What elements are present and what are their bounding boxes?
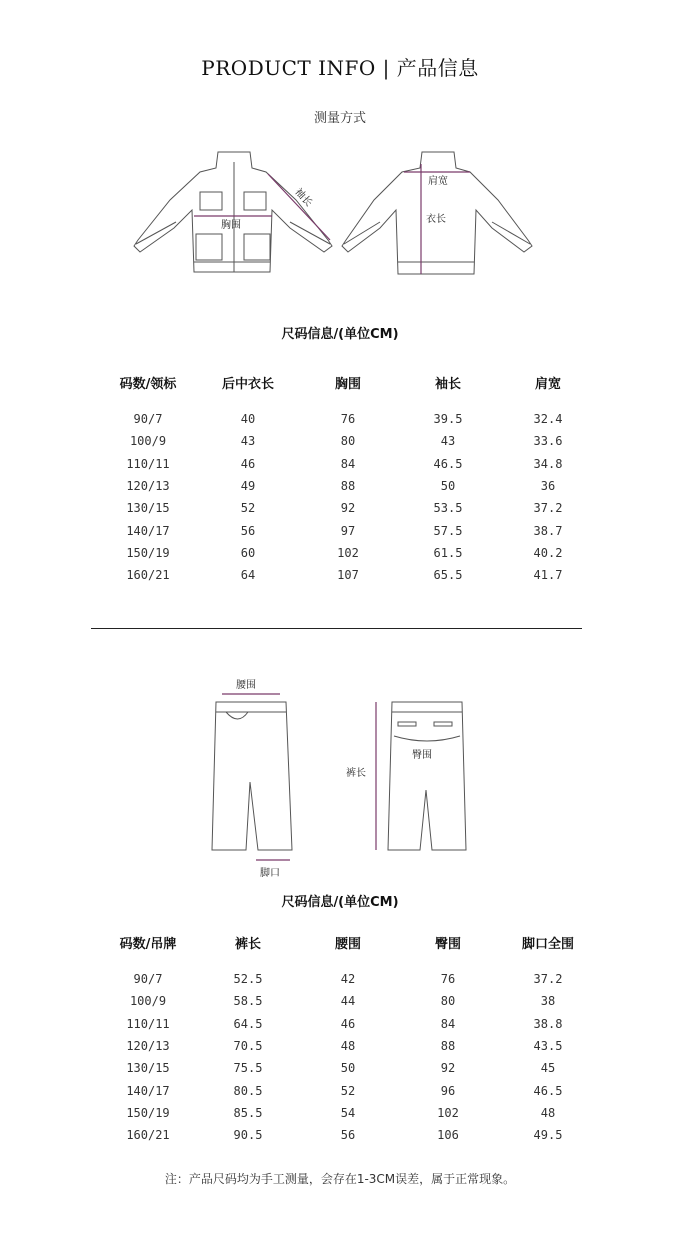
table-cell: 38.8 bbox=[533, 1016, 563, 1031]
table-cell: 34.8 bbox=[533, 456, 563, 471]
table-cell: 40.2 bbox=[533, 545, 563, 560]
table-cell: 130/15 bbox=[126, 501, 170, 516]
table-cell: 61.5 bbox=[433, 545, 463, 560]
footer-note: 注：产品尺码均为手工测量，会存在1-3CM误差，属于正常现象。 bbox=[164, 1172, 516, 1186]
column-header: 码数/领标 bbox=[119, 376, 177, 392]
table-cell: 38.7 bbox=[533, 523, 563, 538]
table-cell: 110/11 bbox=[126, 456, 170, 471]
table-cell: 85.5 bbox=[233, 1105, 263, 1120]
table-cell: 120/13 bbox=[126, 479, 170, 494]
table-cell: 110/11 bbox=[126, 1016, 170, 1031]
column-header: 肩宽 bbox=[534, 376, 561, 392]
table-cell: 70.5 bbox=[233, 1039, 263, 1054]
pants-measurement-diagram bbox=[0, 670, 680, 880]
table-row bbox=[98, 1057, 598, 1079]
table-cell: 160/21 bbox=[126, 568, 170, 583]
table-cell: 90/7 bbox=[133, 972, 163, 987]
table-cell: 56 bbox=[240, 523, 256, 538]
bottom-size-table bbox=[98, 928, 598, 1146]
table-cell: 80.5 bbox=[233, 1083, 263, 1098]
table-row bbox=[98, 519, 598, 541]
table-cell: 64 bbox=[240, 568, 256, 583]
measure-method-title: 测量方式 bbox=[313, 111, 366, 126]
table-cell: 150/19 bbox=[126, 545, 170, 560]
table-cell: 48 bbox=[340, 1039, 356, 1054]
table-row bbox=[98, 542, 598, 564]
table-cell: 50 bbox=[340, 1061, 356, 1076]
pants-length-label: 裤长 bbox=[346, 768, 366, 779]
table-cell: 92 bbox=[440, 1061, 456, 1076]
table-cell: 76 bbox=[340, 412, 356, 427]
table-row bbox=[98, 430, 598, 452]
table-row bbox=[98, 1035, 598, 1057]
table-cell: 80 bbox=[340, 434, 356, 449]
table-cell: 160/21 bbox=[126, 1128, 170, 1143]
waist-label: 腰围 bbox=[236, 680, 256, 691]
table-cell: 53.5 bbox=[433, 501, 463, 516]
hem-label: 脚口 bbox=[260, 868, 280, 879]
table-cell: 102 bbox=[437, 1105, 459, 1120]
column-header: 腰围 bbox=[334, 936, 361, 952]
table-cell: 88 bbox=[440, 1039, 456, 1054]
table-cell: 43.5 bbox=[533, 1039, 563, 1054]
table-cell: 57.5 bbox=[433, 523, 463, 538]
table-cell: 120/13 bbox=[126, 1039, 170, 1054]
table-cell: 46.5 bbox=[533, 1083, 563, 1098]
table-cell: 52.5 bbox=[233, 972, 263, 987]
table-cell: 54 bbox=[340, 1105, 356, 1120]
section-divider bbox=[91, 628, 582, 629]
column-header: 码数/吊牌 bbox=[119, 936, 177, 952]
table-row bbox=[98, 1102, 598, 1124]
table-cell: 44 bbox=[340, 994, 356, 1009]
table-cell: 37.2 bbox=[533, 972, 563, 987]
table-cell: 49.5 bbox=[533, 1128, 563, 1143]
table-cell: 37.2 bbox=[533, 501, 563, 516]
table-cell: 92 bbox=[340, 501, 356, 516]
table-cell: 130/15 bbox=[126, 1061, 170, 1076]
table-cell: 96 bbox=[440, 1083, 456, 1098]
table-cell: 48 bbox=[540, 1105, 556, 1120]
table-row bbox=[98, 497, 598, 519]
table-row bbox=[98, 408, 598, 430]
pants-back-illustration bbox=[388, 702, 466, 850]
table-cell: 32.4 bbox=[533, 412, 563, 427]
table-cell: 46.5 bbox=[433, 456, 463, 471]
table-cell: 52 bbox=[340, 1083, 356, 1098]
table-cell: 88 bbox=[340, 479, 356, 494]
table-cell: 80 bbox=[440, 994, 456, 1009]
jacket-front-illustration bbox=[134, 152, 332, 272]
table-cell: 106 bbox=[437, 1128, 459, 1143]
table-row bbox=[98, 1079, 598, 1101]
table-cell: 46 bbox=[240, 456, 256, 471]
column-header: 后中衣长 bbox=[221, 376, 274, 392]
table-cell: 90.5 bbox=[233, 1128, 263, 1143]
table-row bbox=[98, 968, 598, 990]
table-row bbox=[98, 1013, 598, 1035]
table-cell: 97 bbox=[340, 523, 356, 538]
table-row bbox=[98, 990, 598, 1012]
table-cell: 50 bbox=[440, 479, 456, 494]
chest-label: 胸围 bbox=[221, 220, 241, 231]
table-cell: 43 bbox=[240, 434, 256, 449]
column-header: 胸围 bbox=[334, 376, 361, 392]
table-cell: 33.6 bbox=[533, 434, 563, 449]
table-cell: 43 bbox=[440, 434, 456, 449]
table-cell: 45 bbox=[540, 1061, 556, 1076]
table-cell: 49 bbox=[240, 479, 256, 494]
table-cell: 40 bbox=[240, 412, 256, 427]
table-cell: 107 bbox=[337, 568, 359, 583]
page-title: PRODUCT INFO | 产品信息 bbox=[201, 56, 479, 80]
length-label: 衣长 bbox=[426, 214, 446, 225]
hip-label: 臀围 bbox=[412, 750, 432, 761]
jacket-measurement-diagram bbox=[0, 140, 680, 290]
table-cell: 60 bbox=[240, 545, 256, 560]
jacket-back-illustration bbox=[342, 152, 532, 274]
table-cell: 84 bbox=[440, 1016, 456, 1031]
table-cell: 100/9 bbox=[129, 994, 167, 1009]
top-table-caption: 尺码信息/(单位CM) bbox=[281, 327, 399, 342]
table-row bbox=[98, 564, 598, 586]
table-cell: 75.5 bbox=[233, 1061, 263, 1076]
table-cell: 150/19 bbox=[126, 1105, 170, 1120]
table-cell: 38 bbox=[540, 994, 556, 1009]
bottom-table-caption: 尺码信息/(单位CM) bbox=[281, 895, 399, 910]
table-row bbox=[98, 453, 598, 475]
column-header: 裤长 bbox=[234, 936, 261, 952]
table-row bbox=[98, 1124, 598, 1146]
table-cell: 58.5 bbox=[233, 994, 263, 1009]
table-cell: 36 bbox=[540, 479, 556, 494]
table-cell: 64.5 bbox=[233, 1016, 263, 1031]
column-header: 臀围 bbox=[434, 936, 461, 952]
table-row bbox=[98, 475, 598, 497]
table-cell: 84 bbox=[340, 456, 356, 471]
table-cell: 39.5 bbox=[433, 412, 463, 427]
table-cell: 46 bbox=[340, 1016, 356, 1031]
table-cell: 52 bbox=[240, 501, 256, 516]
table-cell: 90/7 bbox=[133, 412, 163, 427]
column-header: 袖长 bbox=[434, 376, 461, 392]
sleeve-label: 袖长 bbox=[292, 186, 314, 209]
pants-front-illustration bbox=[212, 702, 292, 850]
shoulder-label: 肩宽 bbox=[428, 176, 448, 187]
column-header: 脚口全围 bbox=[521, 936, 574, 952]
table-cell: 65.5 bbox=[433, 568, 463, 583]
table-cell: 42 bbox=[340, 972, 356, 987]
table-cell: 102 bbox=[337, 545, 359, 560]
table-cell: 76 bbox=[440, 972, 456, 987]
top-size-table bbox=[98, 368, 598, 586]
table-cell: 41.7 bbox=[533, 568, 563, 583]
table-cell: 140/17 bbox=[126, 1083, 170, 1098]
table-cell: 100/9 bbox=[129, 434, 167, 449]
table-cell: 56 bbox=[340, 1128, 356, 1143]
table-cell: 140/17 bbox=[126, 523, 170, 538]
